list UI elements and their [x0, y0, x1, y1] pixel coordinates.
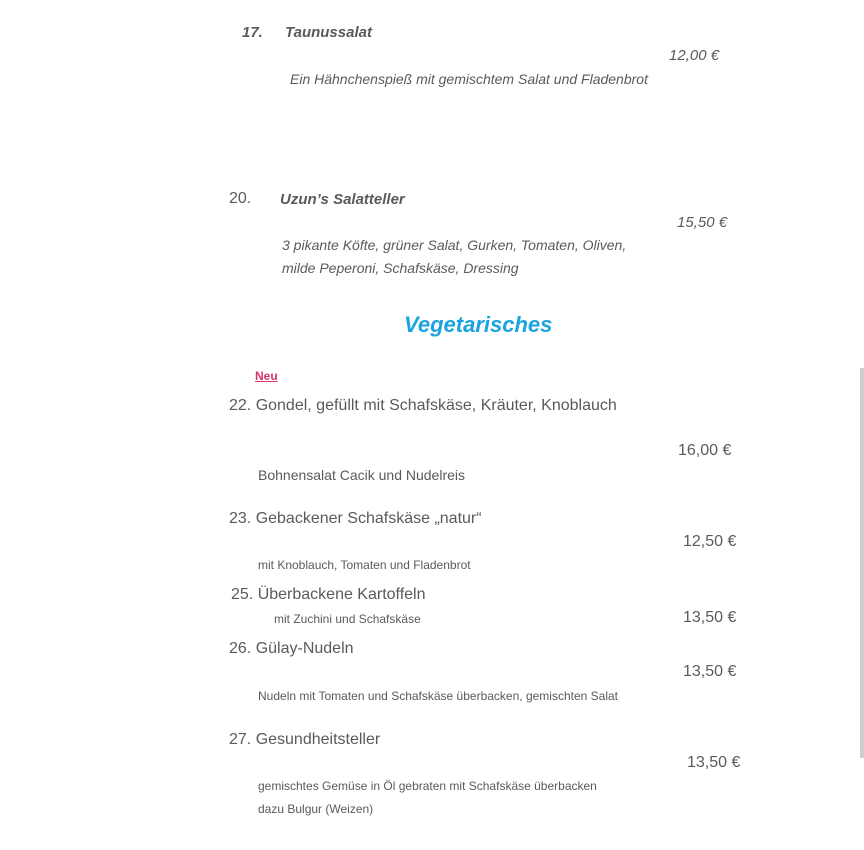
item-price: 16,00 € — [678, 442, 732, 459]
item-number: 20. — [229, 190, 252, 207]
item-price: 13,50 € — [687, 754, 741, 771]
section-heading: Vegetarisches — [404, 312, 553, 337]
item-description: Nudeln mit Tomaten und Schafskäse überbacken, gemischten Salat — [258, 689, 618, 703]
menu-item-title: 27. Gesundheitsteller — [229, 731, 381, 748]
item-description: dazu Bulgur (Weizen) — [258, 802, 374, 816]
item-description: mit Zuchini und Schafskäse — [274, 612, 421, 626]
item-description: Bohnensalat Cacik und Nudelreis — [258, 467, 466, 483]
menu-item-title: 23. Gebackener Schafskäse „natur“ — [229, 510, 482, 527]
page-edge-divider — [860, 368, 864, 758]
item-description: gemischtes Gemüse in Öl gebraten mit Schafskäse überbacken — [258, 779, 597, 793]
item-name: Taunussalat — [285, 24, 372, 41]
item-price: 12,00 € — [669, 47, 720, 64]
menu-item-title: 25. Überbackene Kartoffeln — [231, 586, 426, 603]
item-description: mit Knoblauch, Tomaten und Fladenbrot — [258, 558, 471, 572]
item-price: 13,50 € — [683, 609, 737, 626]
item-name: Uzun’s Salatteller — [280, 191, 405, 208]
item-description: milde Peperoni, Schafskäse, Dressing — [282, 260, 519, 276]
menu-item-title: 26. Gülay-Nudeln — [229, 640, 354, 657]
item-price: 13,50 € — [683, 663, 737, 680]
item-number: 17. — [242, 24, 263, 41]
item-price: 12,50 € — [683, 533, 737, 550]
item-description: 3 pikante Köfte, grüner Salat, Gurken, Tomaten, Oliven, — [282, 237, 627, 253]
item-price: 15,50 € — [677, 214, 728, 231]
new-badge[interactable]: Neu — [255, 369, 278, 383]
item-description: Ein Hähnchenspieß mit gemischtem Salat und Fladenbrot — [290, 71, 648, 87]
menu-item-title: 22. Gondel, gefüllt mit Schafskäse, Kräuter, Knoblauch — [229, 397, 617, 414]
